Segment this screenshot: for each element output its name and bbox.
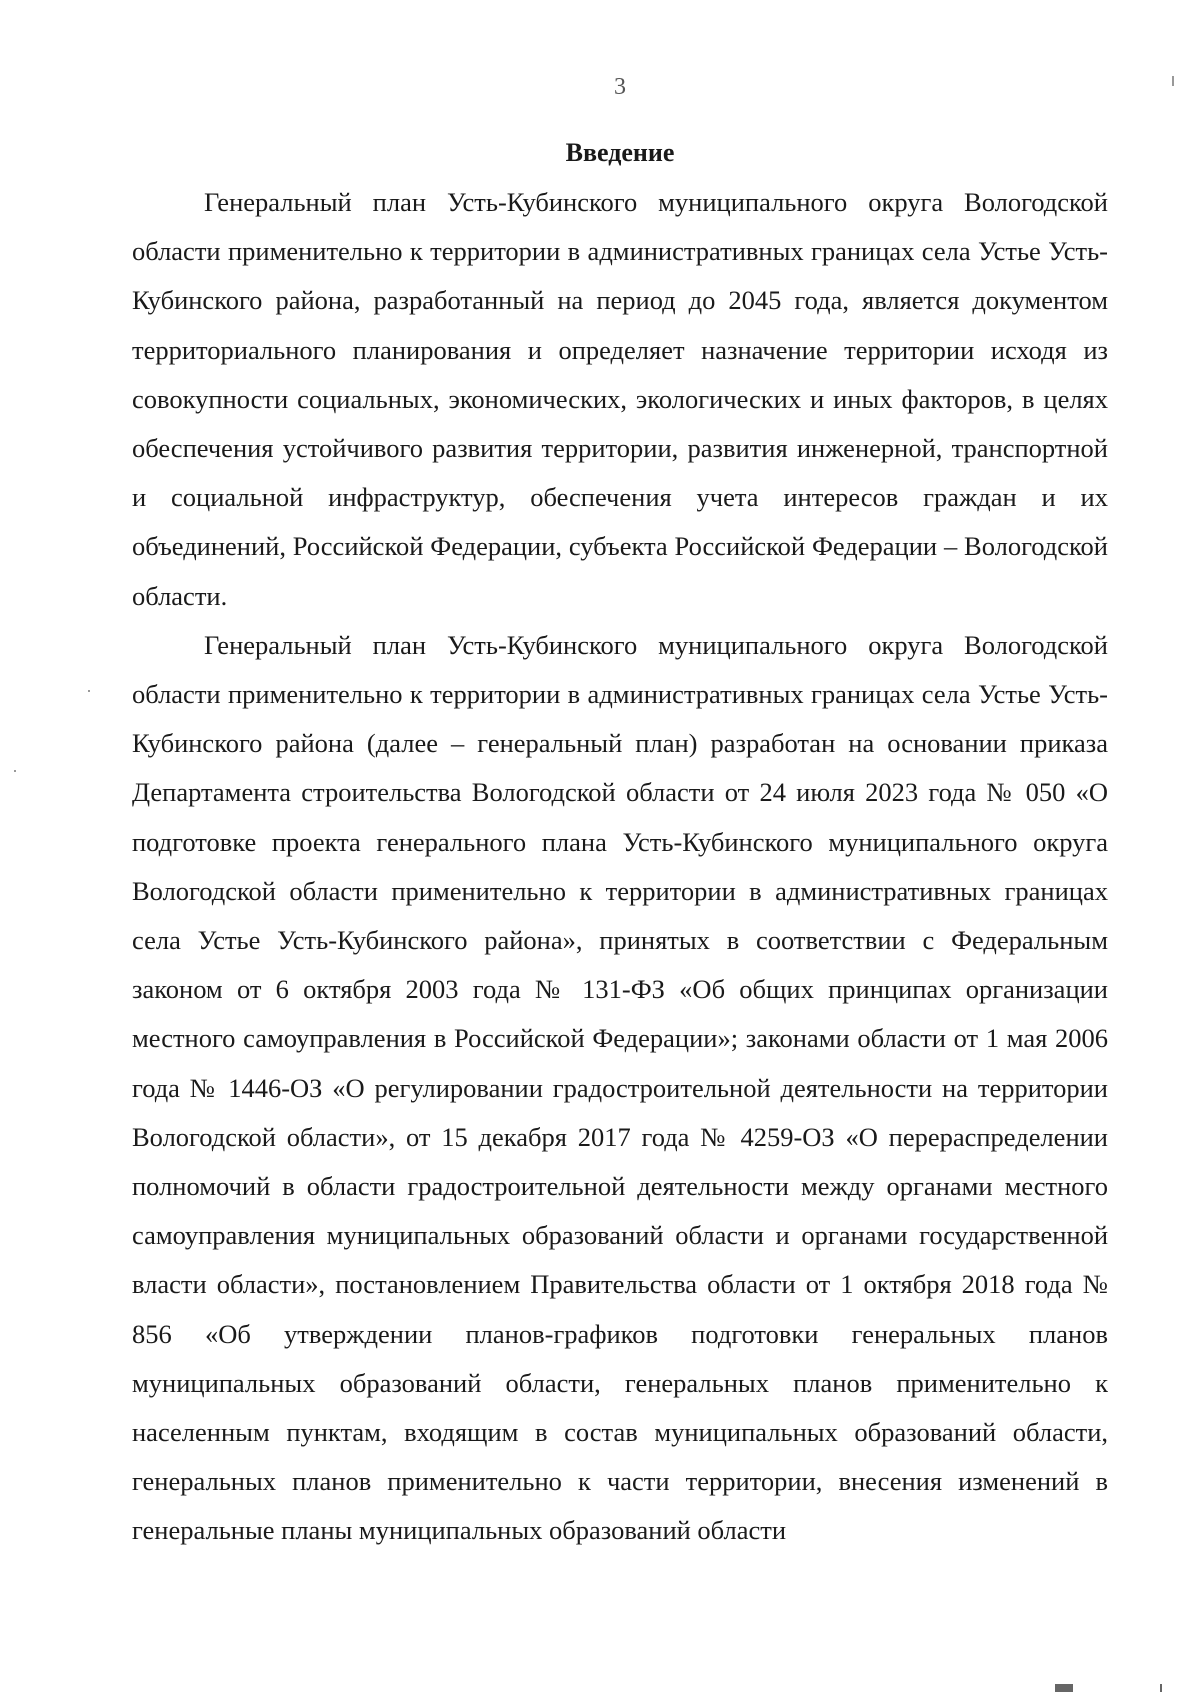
paragraph-1: Генеральный план Усть-Кубинского муниципального округа Вологодской области применительно к территории в административных границах села Устье Усть-Кубинского района, разработанный на период до 2045 года, является документом территориального планирования и определяет назначение территории исходя из совокупности социальных, экономических, экологических и иных факторов, в целях обеспечения устойчивого развития территории, развития инженерной, транспортной и социальной инфраструктур, обеспечения учета интересов граждан и их объединений, Российской Федерации, субъекта Российской Федерации – Вологодской области. bbox=[132, 187, 1108, 611]
scan-speck bbox=[1172, 76, 1174, 86]
page-number: 3 bbox=[614, 74, 626, 100]
scan-speck bbox=[1055, 1684, 1073, 1692]
scan-speck bbox=[88, 690, 90, 692]
body-text bbox=[132, 178, 1108, 1556]
paragraph-2: Генеральный план Усть-Кубинского муниципального округа Вологодской области применительно к территории в административных границах села Устье Усть-Кубинского района (далее – генеральный план) разработан на основании приказа Департамента строительства Вологодской области от 24 июля 2023 года № 050 «О подготовке проекта генерального плана Усть-Кубинского муниципального округа Вологодской области применительно к территории в административных границах села Устье Усть-Кубинского района», принятых в соответствии с Федеральным законом от 6 октября 2003 года № 131-ФЗ «Об общих принципах организации местного самоуправления в Российской Федерации»; законами области от 1 мая 2006 года № 1446-ОЗ «О регулировании градостроительной деятельности на территории Вологодской области», от 15 декабря 2017 года № 4259-ОЗ «О перераспределении полномочий в области градостроительной деятельности между органами местного самоуправления муниципальных образований области и органами государственной власти области», постановлением Правительства области от 1 октября 2018 года № 856 «Об утверждении планов-графиков подготовки генеральных планов муниципальных образований области, генеральных планов применительно к населенным пунктам, входящим в состав муниципальных образований области, генеральных планов применительно к части территории, внесения изменений в генеральные планы муниципальных образований области bbox=[132, 629, 1108, 1546]
scan-speck bbox=[1160, 1684, 1162, 1692]
scan-speck bbox=[14, 770, 16, 772]
section-heading: Введение bbox=[565, 138, 675, 167]
